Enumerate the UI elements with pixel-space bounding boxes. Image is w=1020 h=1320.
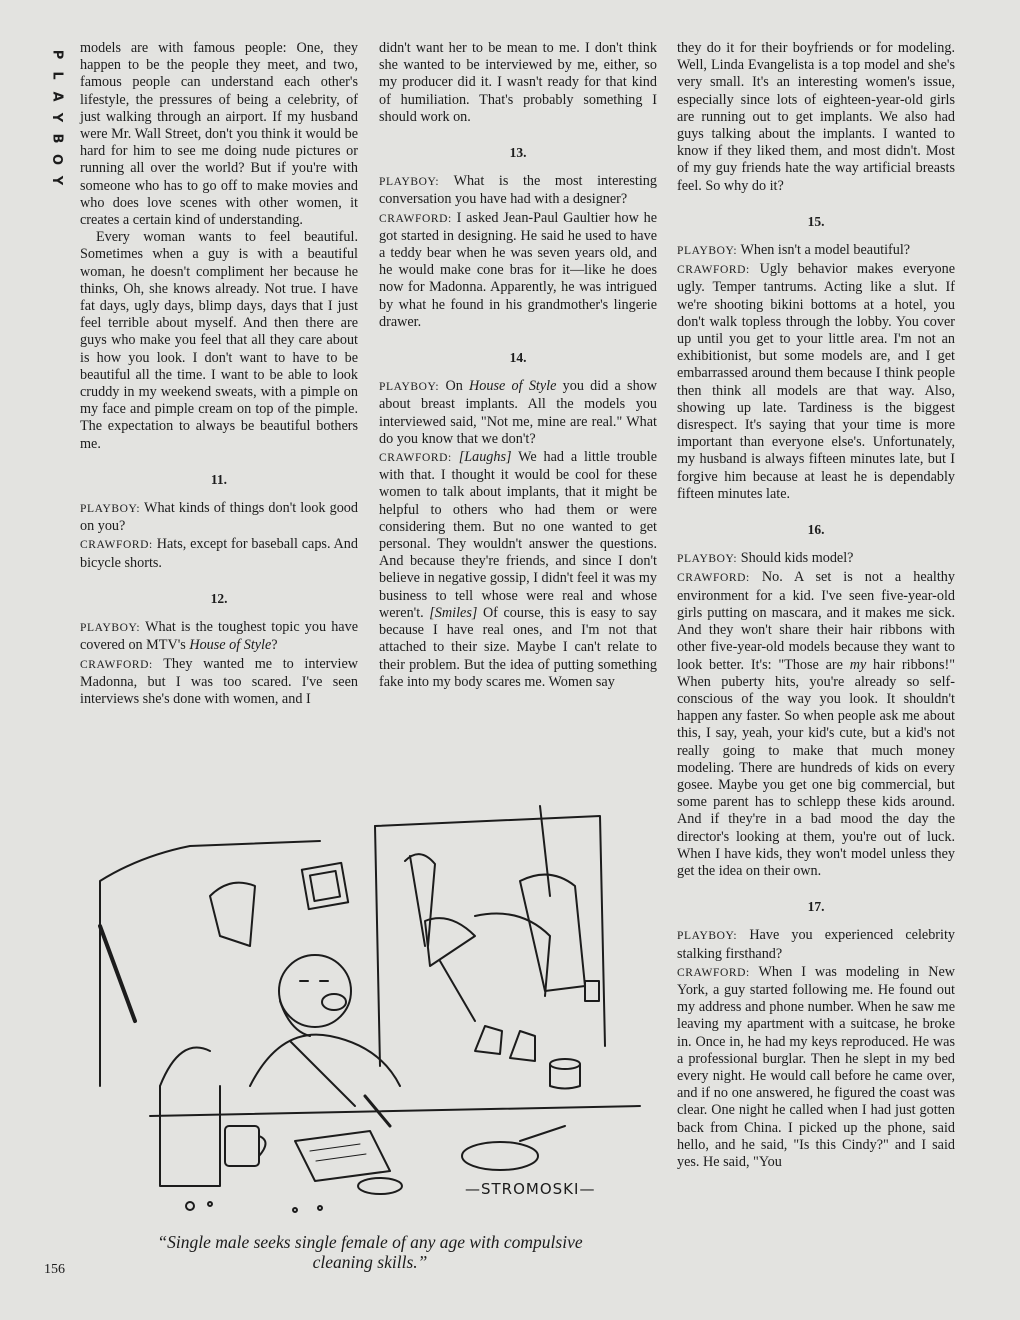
question bbox=[677, 242, 955, 260]
answer bbox=[677, 964, 955, 1171]
cartoon-illustration bbox=[80, 786, 658, 1222]
column-2 bbox=[379, 40, 657, 692]
running-head-letter: A bbox=[49, 91, 65, 102]
question-number: 14. bbox=[509, 350, 527, 366]
speaker-label: CRAWFORD: bbox=[379, 212, 452, 225]
speaker-label: CRAWFORD: bbox=[80, 658, 153, 671]
speaker-label: PLAYBOY: bbox=[80, 622, 141, 635]
answer bbox=[677, 261, 955, 503]
running-head-letter: Y bbox=[49, 175, 65, 186]
running-head-letter: B bbox=[49, 133, 65, 144]
speaker-label: PLAYBOY: bbox=[677, 930, 738, 943]
question-text: you did a show about breast implants. All the models you interviewed said, "Not me, mine are real." What do you know that we don't? bbox=[379, 378, 658, 447]
paragraph: they do it for their boyfriends or for modeling. Well, Linda Evangelista is a top model and she's very small. It's an interesting women's issue, especially since lots of eighteen-year-old girls are running out to get implants. We also had guys talking about the implants. I wanted to know if they liked them, and most didn't. Most of my guy friends hate the way artificial breasts feel. So why do it? bbox=[677, 40, 955, 194]
running-head-letter: L bbox=[49, 71, 65, 80]
answer bbox=[80, 656, 358, 709]
question bbox=[80, 619, 358, 654]
question-text: What kinds of things don't look good on you? bbox=[80, 500, 358, 535]
running-head-letter: O bbox=[49, 153, 65, 166]
question-text: When isn't a model beautiful? bbox=[740, 242, 911, 259]
question-number: 16. bbox=[807, 522, 825, 538]
answer bbox=[677, 569, 955, 880]
paragraph: didn't want her to be mean to me. I don't think she wanted to be interviewed by me, either, so my producer did it. I wasn't ready for that kind of humiliation. That's probably something I should work on. bbox=[379, 40, 657, 125]
speaker-label: CRAWFORD: bbox=[677, 966, 750, 979]
answer-text: I asked Jean-Paul Gaultier how he got started in designing. He said he used to have a teddy bear when he was seven years old, and he would make cone bras for it—like he does now for Madonna. Apparently, he was intrigued by what he found in his grandmother's lingerie drawer. bbox=[379, 209, 657, 330]
answer-text: We had a little trouble with that. I thought it would be cool for these women to talk about implants, that it might be helpful to others who had them or were considering them. But no one wanted to get personal. They wouldn't answer the questions. And because they're friends, and since I don't believe in negative gossip, I didn't feel it was my business to tell whose were real and whose weren't. bbox=[379, 449, 657, 621]
question bbox=[379, 173, 657, 208]
running-head bbox=[44, 44, 70, 191]
answer-text: Hats, except for baseball caps. And bicycle shorts. bbox=[80, 536, 358, 571]
answer bbox=[379, 210, 657, 331]
speaker-label: CRAWFORD: bbox=[80, 539, 153, 552]
answer-text: hair ribbons!" When puberty hits, you're already so self-conscious of the way you look. It shouldn't happen any faster. So when people ask me about this, I say, yeah, your kid's cute, but a kid's not really going to make that much money modeling. There are hundreds of kids on every gosee. Maybe you get one big commercial, but some parent has to schlepp these kids around. And if they're in a bad mood the day the director's looking at them, you're out of luck. When I have kids, they won't model unless they get the idea on their own. bbox=[677, 656, 955, 879]
show-title: House of Style bbox=[469, 378, 557, 395]
stage-direction: [Smiles] bbox=[429, 604, 478, 621]
speaker-label: PLAYBOY: bbox=[677, 553, 738, 566]
column-1 bbox=[80, 40, 358, 709]
stage-direction: [Laughs] bbox=[458, 449, 512, 466]
question bbox=[677, 927, 955, 962]
paragraph: models are with famous people: One, they happen to be the people they meet, and two, famous people can understand each other's lifestyle, the pressures of being a celebrity, of just walking through an airport. If my husband were Mr. Wall Street, don't you think it would be hard for him to see me doing nude pictures or running all over the world? But if you're with someone who has to go off to make movies and who does love scenes with other women, it creates a certain kind of understanding. bbox=[80, 40, 358, 229]
show-title: House of Style bbox=[189, 637, 272, 654]
question-number: 11. bbox=[210, 471, 228, 487]
answer-text: When I was modeling in New York, a guy started following me. He found out my address and phone number. When he saw me leaving my apartment with a suitcase, he broke in. Once in, he had my keys reproduced. He was a professional burglar. Then he slept in my bed every night. He would call before he came over, and if no one answered, he figured the coast was clear. One night he called when I had just gotten back from China. I picked up the phone, said hello, and he said, "Is this Cindy?" and I said yes. He said, "You bbox=[677, 963, 955, 1170]
speaker-label: PLAYBOY: bbox=[677, 245, 738, 258]
paragraph: Every woman wants to feel beautiful. Sometimes when a guy is with a beautiful woman, he doesn't compliment her because he thinks, Oh, she knows already. Not true. I have fat days, ugly days, blimp days, days that I just feel terrible about myself. And then there are guys who make you feel that all they care about is how you look. I don't want to have to be beautiful all the time. I want to be able to look cruddy in my weekend sweats, with a pimple on my face and pimple cream on top of the pimple. The expectation to always be beautiful bothers me. bbox=[80, 229, 358, 452]
speaker-label: CRAWFORD: bbox=[677, 264, 750, 277]
question bbox=[677, 550, 955, 568]
question-text: Have you experienced celebrity stalking firsthand? bbox=[677, 927, 955, 962]
answer bbox=[80, 536, 358, 571]
running-head-letter: P bbox=[49, 49, 65, 60]
question-text: ? bbox=[271, 637, 278, 654]
question-number: 15. bbox=[807, 213, 825, 229]
question bbox=[80, 500, 358, 535]
answer-text: Ugly behavior makes everyone ugly. Temper tantrums. Acting like a slut. If we're shooting bikini bottoms at a hotel, you don't walk topless through the lobby. You cover up until you get to your little area. I'm not an exhibitionist, but some models are, and I get embarrassed around them because I think people then think all models are that way. Also, showing up late. Tardiness is the biggest disrespect. It's saying that your time is more important than everyone else's. Unfortunately, my husband is always fifteen minutes late, but I forgive him because at least he is dependably fifteen minutes late. bbox=[677, 261, 956, 502]
speaker-label: PLAYBOY: bbox=[80, 503, 141, 516]
question-number: 12. bbox=[210, 590, 228, 606]
question bbox=[379, 378, 657, 448]
running-head-letter: Y bbox=[49, 112, 65, 123]
speaker-label: CRAWFORD: bbox=[677, 572, 750, 585]
question-number: 17. bbox=[807, 899, 825, 915]
question-text: Should kids model? bbox=[740, 550, 854, 567]
speaker-label: PLAYBOY: bbox=[379, 176, 440, 189]
speaker-label: PLAYBOY: bbox=[379, 381, 440, 394]
column-3 bbox=[677, 40, 955, 1172]
cartoon-signature: —STROMOSKI— bbox=[465, 1180, 596, 1198]
speaker-label: CRAWFORD: bbox=[379, 452, 452, 465]
page-number: 156 bbox=[44, 1262, 65, 1277]
emphasis: my bbox=[849, 656, 867, 673]
question-text: On bbox=[445, 378, 470, 395]
cartoon-caption: “Single male seeks single female of any age with compulsive cleaning skills.” bbox=[157, 1232, 583, 1272]
question-number: 13. bbox=[509, 145, 527, 161]
answer-text: They wanted me to interview Madonna, but I was too scared. I've seen interviews she's done with women, and I bbox=[80, 655, 358, 707]
answer-text: No. A set is not a healthy environment for a kid. I've seen five-year-old girls putting on mascara, and it makes me sick. And they won't share their hair ribbons with other five-year-old models because they want to look better. It's: "Those are bbox=[677, 569, 955, 673]
answer-text: Of course, this is easy to say because I have real ones, and I'm not that attached to their size. Maybe I can't relate to their problem. But the idea of putting something fake into my body scares me. Women say bbox=[379, 604, 658, 690]
answer bbox=[379, 449, 657, 691]
question-text: What is the toughest topic you have covered on MTV's bbox=[80, 619, 358, 654]
question-text: What is the most interesting conversation you have had with a designer? bbox=[379, 173, 657, 208]
